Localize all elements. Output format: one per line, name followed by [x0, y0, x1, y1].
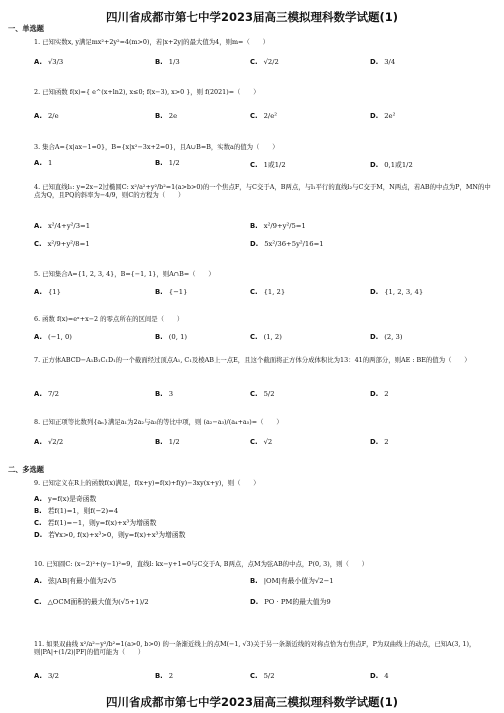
- answer-option-d[interactable]: [370, 672, 389, 680]
- question-stem: 8. 已知正项等比数列{aₙ}满足a₁为2a₂与a₃的等比中项，则 (a₂−a₃)/(a₄+a₅)=（ ）: [34, 418, 283, 426]
- option-letter: B.: [34, 507, 42, 515]
- option-letter: D.: [370, 161, 379, 169]
- option-text: 2: [384, 390, 389, 398]
- option-letter: C.: [34, 519, 42, 527]
- option-text: 5/2: [263, 672, 275, 680]
- option-letter: C.: [250, 333, 258, 341]
- option-text: 0,1或1/2: [384, 161, 413, 169]
- option-text: 4: [384, 672, 389, 680]
- option-text: (−1, 0): [47, 333, 72, 341]
- answer-option-c[interactable]: [250, 333, 282, 341]
- option-text: (0, 1): [168, 333, 188, 341]
- option-text: 3/4: [384, 58, 396, 66]
- option-text: 3: [168, 390, 174, 398]
- option-text: x²/9+y²/5=1: [263, 222, 306, 230]
- option-text: y=f(x)是奇函数: [47, 495, 97, 503]
- option-text: x²/9+y²/8=1: [47, 240, 90, 248]
- answer-option-a[interactable]: [34, 112, 59, 120]
- answer-option-c[interactable]: [250, 672, 275, 680]
- option-letter: C.: [250, 672, 258, 680]
- option-letter: D.: [370, 672, 379, 680]
- question-stem: 6. 函数 f(x)=eˣ+x−2 的零点所在的区间是（ ）: [34, 315, 184, 323]
- option-letter: C.: [250, 161, 258, 169]
- question-stem: 7. 正方体ABCD−A₁B₁C₁D₁的一个截面经过顶点A₁, C₁及棱AB上一点E，且这个截面将正方体分成体积比为13：41的两部分，则AE : BE的值为（ ）: [34, 356, 471, 364]
- option-letter: A.: [34, 390, 42, 398]
- option-letter: C.: [250, 390, 258, 398]
- question-stem: 4. 已知直线l₁: y=2x−2过椭圆C: x²/a²+y²/b²=1(a>b>0)的一个焦点F，与C交于A，B两点，与l₁平行的直线l₂与C交于M，N两点，若AB的中点为P，MN的中点为Q，且PQ的斜率为−4/9，则C的方程为（ ）: [34, 183, 491, 200]
- question-9: [34, 479, 496, 487]
- option-letter: D.: [370, 288, 379, 296]
- option-letter: A.: [34, 672, 42, 680]
- option-text: {1}: [47, 288, 61, 296]
- answer-option-c[interactable]: [250, 159, 286, 169]
- option-letter: D.: [370, 390, 379, 398]
- option-text: 1/2: [168, 438, 180, 446]
- answer-option-a[interactable]: [34, 222, 90, 230]
- option-letter: B.: [250, 577, 258, 585]
- option-text: x²/4+y²/3=1: [47, 222, 91, 230]
- option-text: (1, 2): [263, 333, 282, 341]
- option-letter: A.: [34, 438, 42, 446]
- option-letter: C.: [250, 112, 258, 120]
- option-text: 1或1/2: [263, 161, 286, 169]
- answer-option-b[interactable]: [250, 575, 334, 585]
- option-text: 若f(1)=1，则f(−2)=4: [47, 507, 119, 515]
- option-letter: B.: [155, 333, 163, 341]
- answer-option-b[interactable]: [155, 672, 173, 680]
- option-letter: D.: [250, 598, 259, 606]
- option-text: {1, 2}: [263, 288, 286, 296]
- answer-option-c[interactable]: [34, 596, 149, 606]
- option-text: 2e²: [384, 112, 396, 120]
- option-letter: A.: [34, 112, 42, 120]
- option-text: △OCM面积的最大值为(√5+1)/2: [47, 598, 149, 606]
- question-1: [34, 38, 496, 46]
- section-heading-single-choice: 一、单选题: [8, 24, 44, 33]
- option-text: PO · PM的最大值为9: [264, 598, 331, 606]
- answer-option-c[interactable]: [250, 288, 285, 296]
- answer-option-b[interactable]: [155, 112, 177, 120]
- option-text: 5/2: [263, 390, 275, 398]
- option-text: 1/3: [168, 58, 180, 66]
- option-text: 5x²/36+5y²/16=1: [264, 240, 324, 248]
- answer-option-a[interactable]: [34, 575, 116, 585]
- option-letter: B.: [155, 159, 163, 167]
- option-text: 2: [168, 672, 174, 680]
- question-4: [34, 183, 496, 199]
- option-letter: A.: [34, 288, 42, 296]
- answer-option-b[interactable]: [155, 438, 180, 446]
- answer-option-b[interactable]: [155, 288, 187, 296]
- answer-option-a[interactable]: [34, 390, 59, 398]
- question-6: [34, 315, 496, 323]
- section-heading-multiple-choice: 二、多选题: [8, 465, 44, 474]
- question-stem: 11. 如果双曲线 x²/a²−y²/b²=1(a>0, b>0) 的一条渐近线上的点M(−1, √3)关于另一条渐近线的对称点恰为右焦点F，P为双曲线上的动点，已知A(3, 1)，则|PA|+(1/2)|PF|的值可能为（ ）: [34, 640, 476, 657]
- question-8: [34, 418, 496, 426]
- option-letter: B.: [250, 222, 258, 230]
- option-text: 2: [384, 438, 389, 446]
- option-text: 1/2: [168, 159, 180, 167]
- option-text: {−1}: [168, 288, 188, 296]
- answer-option-d[interactable]: [370, 333, 403, 341]
- option-text: {1, 2, 3, 4}: [384, 288, 424, 296]
- option-letter: C.: [250, 58, 258, 66]
- question-stem: 9. 已知定义在R上的函数f(x)满足，f(x+y)=f(x)+f(y)−3xy(x+y)，则（ ）: [34, 479, 260, 487]
- option-text: 2/e: [47, 112, 59, 120]
- option-letter: D.: [34, 531, 43, 539]
- option-letter: A.: [34, 495, 42, 503]
- option-letter: B.: [155, 112, 163, 120]
- answer-option-d[interactable]: [370, 288, 423, 296]
- answer-option-d[interactable]: [370, 112, 395, 120]
- option-text: 7/2: [47, 390, 59, 398]
- answer-option-d[interactable]: [370, 58, 395, 66]
- option-letter: A.: [34, 577, 42, 585]
- option-text: √2/2: [47, 438, 64, 446]
- answer-option-c[interactable]: [34, 517, 156, 527]
- option-letter: D.: [370, 112, 379, 120]
- answer-option-d[interactable]: [370, 159, 413, 169]
- page-title: 四川省成都市第七中学2023届高三模拟理科数学试题(1): [105, 10, 399, 24]
- option-text: 2/e²: [263, 112, 277, 120]
- question-stem: 1. 已知实数x, y满足mx²+2y²=4(m>0)，若|x+2y|的最大值为4，则m=（ ）: [34, 38, 269, 46]
- answer-option-d[interactable]: [370, 438, 389, 446]
- answer-option-b[interactable]: [155, 333, 187, 341]
- answer-option-b[interactable]: [34, 505, 118, 515]
- question-10: [34, 560, 496, 568]
- option-letter: B.: [155, 438, 163, 446]
- answer-option-c[interactable]: [250, 112, 277, 120]
- option-letter: D.: [370, 333, 379, 341]
- answer-option-a[interactable]: [34, 288, 61, 296]
- option-letter: D.: [370, 438, 379, 446]
- option-text: √2: [263, 438, 273, 446]
- option-letter: A.: [34, 222, 42, 230]
- option-text: |OM|有最小值为√2−1: [263, 577, 334, 585]
- question-3: [34, 143, 496, 151]
- answer-option-c[interactable]: [250, 58, 279, 66]
- answer-option-d[interactable]: [250, 596, 331, 606]
- answer-option-d[interactable]: [34, 529, 185, 539]
- question-2: [34, 88, 496, 96]
- answer-option-c[interactable]: [250, 438, 272, 446]
- option-text: 2e: [168, 112, 178, 120]
- option-letter: C.: [250, 438, 258, 446]
- option-text: √2/2: [263, 58, 279, 66]
- question-stem: 10. 已知圆C: (x−2)²+(y−1)²=9，直线l: kx−y+1=0与C交于A, B两点，点M为弦AB的中点，P(0, 3)，则（ ）: [34, 560, 369, 568]
- answer-option-b[interactable]: [155, 390, 173, 398]
- option-letter: A.: [34, 159, 42, 167]
- option-text: 3/2: [47, 672, 59, 680]
- answer-option-b[interactable]: [155, 159, 180, 167]
- option-text: √3/3: [47, 58, 64, 66]
- option-letter: D.: [370, 58, 379, 66]
- question-stem: 5. 已知集合A={1, 2, 3, 4}，B={−1, 1}，则A∩B=（ ）: [34, 270, 215, 278]
- answer-option-a[interactable]: [34, 493, 96, 503]
- answer-option-d[interactable]: [250, 240, 324, 248]
- option-letter: D.: [250, 240, 259, 248]
- question-stem: 3. 集合A={x|ax−1=0}，B={x|x²−3x+2=0}，且A∪B=B，实数a的值为（ ）: [34, 143, 279, 151]
- option-letter: C.: [34, 598, 42, 606]
- option-letter: C.: [250, 288, 258, 296]
- option-letter: B.: [155, 390, 163, 398]
- answer-option-b[interactable]: [250, 222, 306, 230]
- question-stem: 2. 已知函数 f(x)={ e^(x+ln2), x≤0; f(x−3), x>0 }，则 f(2021)=（ ）: [34, 88, 260, 96]
- option-text: 若f(1)=−1，则y=f(x)+x³为增函数: [47, 519, 157, 527]
- option-letter: B.: [155, 58, 163, 66]
- option-text: (2, 3): [384, 333, 403, 341]
- option-text: 弦|AB|有最小值为2√5: [47, 577, 117, 585]
- question-11: [34, 640, 496, 656]
- answer-option-b[interactable]: [155, 58, 180, 66]
- answer-option-d[interactable]: [370, 390, 389, 398]
- page-footer-title: 四川省成都市第七中学2023届高三模拟理科数学试题(1): [105, 695, 399, 709]
- answer-option-a[interactable]: [34, 672, 59, 680]
- answer-option-a[interactable]: [34, 438, 63, 446]
- answer-option-a[interactable]: [34, 58, 63, 66]
- question-7: [34, 356, 496, 364]
- option-letter: A.: [34, 58, 42, 66]
- option-text: 1: [47, 159, 53, 167]
- answer-option-c[interactable]: [34, 240, 90, 248]
- option-letter: C.: [34, 240, 42, 248]
- option-letter: A.: [34, 333, 42, 341]
- answer-option-a[interactable]: [34, 159, 52, 167]
- answer-option-a[interactable]: [34, 333, 72, 341]
- option-letter: B.: [155, 672, 163, 680]
- option-letter: B.: [155, 288, 163, 296]
- question-5: [34, 270, 496, 278]
- option-text: 若∀x>0, f(x)+x³>0，则y=f(x)+x³为增函数: [48, 531, 186, 539]
- answer-option-c[interactable]: [250, 390, 275, 398]
